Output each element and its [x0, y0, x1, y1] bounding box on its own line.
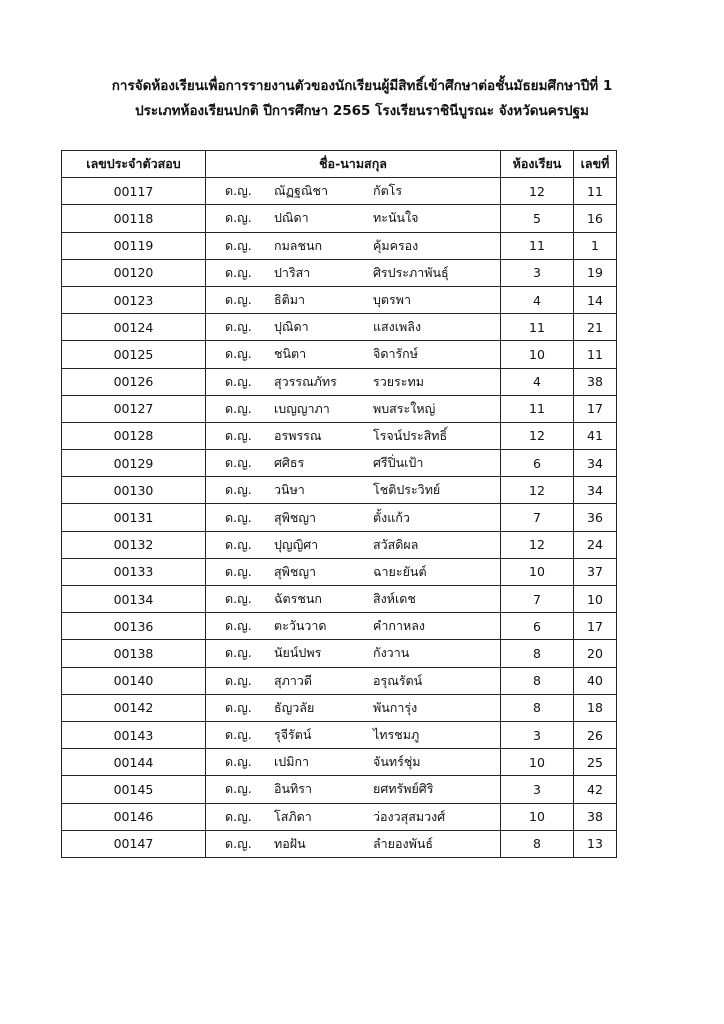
room-cell: 10 [501, 749, 574, 776]
exam-id-cell: 00133 [62, 558, 206, 585]
exam-id-cell: 00136 [62, 613, 206, 640]
name-prefix: ด.ญ. [225, 754, 252, 770]
name-prefix: ด.ญ. [225, 618, 252, 634]
table-row [62, 694, 617, 721]
exam-id-cell: 00120 [62, 259, 206, 286]
first-name: ปุญญิศา [274, 536, 319, 552]
table-row [62, 558, 617, 585]
full-name-cell [206, 776, 501, 803]
exam-id-cell: 00118 [62, 205, 206, 232]
full-name-cell [206, 422, 501, 449]
table-row [62, 776, 617, 803]
last-name: จิดารักษ์ [373, 346, 418, 362]
number-cell: 17 [574, 395, 617, 422]
first-name: เบญญาภา [274, 400, 330, 416]
exam-id-cell: 00142 [62, 694, 206, 721]
number-cell: 25 [574, 749, 617, 776]
last-name: ฉายะยันต์ [373, 563, 427, 579]
full-name-cell [206, 368, 501, 395]
table-row [62, 830, 617, 857]
exam-id-cell: 00138 [62, 640, 206, 667]
name-prefix: ด.ญ. [225, 373, 252, 389]
room-cell: 10 [501, 558, 574, 585]
first-name: ตะวันวาด [274, 618, 327, 634]
name-prefix: ด.ญ. [225, 183, 252, 199]
first-name: ศศิธร [274, 455, 305, 471]
first-name: ปุณิดา [274, 319, 309, 335]
exam-id-cell: 00128 [62, 422, 206, 449]
full-name-cell [206, 749, 501, 776]
last-name: บุตรพา [373, 292, 412, 308]
name-prefix: ด.ญ. [225, 482, 252, 498]
full-name-cell [206, 286, 501, 313]
table-row [62, 259, 617, 286]
table-row [62, 667, 617, 694]
name-prefix: ด.ญ. [225, 264, 252, 280]
full-name-cell [206, 586, 501, 613]
column-header-room: ห้องเรียน [501, 151, 574, 178]
first-name: สุพิชญา [274, 509, 317, 525]
exam-id-cell: 00126 [62, 368, 206, 395]
table-row [62, 721, 617, 748]
first-name: กมลชนก [274, 237, 323, 253]
room-cell: 4 [501, 286, 574, 313]
exam-id-cell: 00129 [62, 450, 206, 477]
name-prefix: ด.ญ. [225, 319, 252, 335]
number-cell: 40 [574, 667, 617, 694]
name-prefix: ด.ญ. [225, 808, 252, 824]
last-name: สวัสดิผล [373, 536, 419, 552]
room-cell: 5 [501, 205, 574, 232]
last-name: กัตโร [373, 183, 403, 199]
exam-id-cell: 00127 [62, 395, 206, 422]
exam-id-cell: 00134 [62, 586, 206, 613]
room-cell: 3 [501, 721, 574, 748]
table-row [62, 450, 617, 477]
last-name: ยศทรัพย์ศิริ [373, 781, 434, 797]
last-name: รวยระทม [373, 373, 424, 389]
number-cell: 38 [574, 368, 617, 395]
full-name-cell [206, 803, 501, 830]
full-name-cell [206, 531, 501, 558]
full-name-cell [206, 395, 501, 422]
table-row [62, 205, 617, 232]
table-row [62, 422, 617, 449]
document-title-line-1: การจัดห้องเรียนเพื่อการรายงานตัวของนักเรียนผู้มีสิทธิ์เข้าศึกษาต่อชั้นมัธยมศึกษาปีที่ 1 [111, 78, 613, 94]
last-name: สิงห์เดช [373, 591, 416, 607]
first-name: ณัฏฐณิชา [274, 183, 328, 199]
name-prefix: ด.ญ. [225, 645, 252, 661]
full-name-cell [206, 613, 501, 640]
name-prefix: ด.ญ. [225, 455, 252, 471]
number-cell: 19 [574, 259, 617, 286]
name-prefix: ด.ญ. [225, 672, 252, 688]
number-cell: 26 [574, 721, 617, 748]
last-name: คำกาหลง [373, 618, 425, 634]
table-row [62, 178, 617, 205]
student-room-table [61, 150, 617, 858]
room-cell: 6 [501, 450, 574, 477]
full-name-cell [206, 205, 501, 232]
first-name: ธัญวลัย [274, 699, 315, 715]
table-row [62, 286, 617, 313]
last-name: ลำยองพันธ์ [373, 835, 434, 851]
exam-id-cell: 00144 [62, 749, 206, 776]
first-name: สุวรรณภัทร [274, 373, 337, 389]
name-prefix: ด.ญ. [225, 237, 252, 253]
full-name-cell [206, 721, 501, 748]
name-prefix: ด.ญ. [225, 563, 252, 579]
number-cell: 41 [574, 422, 617, 449]
room-cell: 11 [501, 232, 574, 259]
exam-id-cell: 00125 [62, 341, 206, 368]
number-cell: 16 [574, 205, 617, 232]
number-cell: 13 [574, 830, 617, 857]
first-name: ธิติมา [274, 292, 306, 308]
first-name: นัยน์ปพร [274, 645, 322, 661]
room-cell: 10 [501, 341, 574, 368]
name-prefix: ด.ญ. [225, 781, 252, 797]
first-name: วนิษา [274, 482, 305, 498]
number-cell: 34 [574, 450, 617, 477]
column-header-number: เลขที่ [574, 151, 617, 178]
full-name-cell [206, 450, 501, 477]
exam-id-cell: 00143 [62, 721, 206, 748]
last-name: พันการุ่ง [373, 699, 418, 715]
table-row [62, 477, 617, 504]
room-cell: 6 [501, 613, 574, 640]
table-row [62, 531, 617, 558]
name-prefix: ด.ญ. [225, 727, 252, 743]
full-name-cell [206, 694, 501, 721]
table-row [62, 314, 617, 341]
number-cell: 20 [574, 640, 617, 667]
table-row [62, 232, 617, 259]
table-row [62, 586, 617, 613]
first-name: สุพิชญา [274, 563, 317, 579]
number-cell: 37 [574, 558, 617, 585]
column-header-full-name: ชื่อ-นามสกุล [206, 151, 501, 178]
number-cell: 11 [574, 178, 617, 205]
name-prefix: ด.ญ. [225, 210, 252, 226]
exam-id-cell: 00145 [62, 776, 206, 803]
first-name: อรพรรณ [274, 427, 322, 443]
first-name: รุจีรัตน์ [274, 727, 312, 743]
table-body [62, 178, 617, 858]
number-cell: 21 [574, 314, 617, 341]
number-cell: 17 [574, 613, 617, 640]
room-cell: 3 [501, 259, 574, 286]
first-name: ชนิตา [274, 346, 307, 362]
name-prefix: ด.ญ. [225, 835, 252, 851]
full-name-cell [206, 640, 501, 667]
last-name: ศรีปิ่นเป้า [373, 455, 424, 471]
number-cell: 11 [574, 341, 617, 368]
first-name: ปาริสา [274, 264, 311, 280]
first-name: อินทิรา [274, 781, 313, 797]
full-name-cell [206, 232, 501, 259]
full-name-cell [206, 178, 501, 205]
last-name: ศิรประภาพันธุ์ [373, 264, 449, 280]
room-cell: 8 [501, 694, 574, 721]
name-prefix: ด.ญ. [225, 427, 252, 443]
first-name: ปณิดา [274, 210, 309, 226]
full-name-cell [206, 314, 501, 341]
table-row [62, 749, 617, 776]
last-name: โชติประวิทย์ [373, 482, 441, 498]
room-cell: 8 [501, 830, 574, 857]
name-prefix: ด.ญ. [225, 292, 252, 308]
room-cell: 7 [501, 504, 574, 531]
room-cell: 3 [501, 776, 574, 803]
last-name: พบสระใหญ่ [373, 400, 436, 416]
last-name: โรจน์ประสิทธิ์ [373, 427, 448, 443]
table-row [62, 341, 617, 368]
exam-id-cell: 00132 [62, 531, 206, 558]
table-row [62, 368, 617, 395]
room-cell: 4 [501, 368, 574, 395]
full-name-cell [206, 667, 501, 694]
full-name-cell [206, 504, 501, 531]
last-name: ไทรชมภู [373, 727, 420, 743]
exam-id-cell: 00140 [62, 667, 206, 694]
full-name-cell [206, 830, 501, 857]
last-name: แสงเพลิง [373, 319, 422, 335]
room-cell: 11 [501, 395, 574, 422]
room-cell: 12 [501, 531, 574, 558]
table-header-row [62, 151, 617, 178]
exam-id-cell: 00130 [62, 477, 206, 504]
column-header-exam-id: เลขประจำตัวสอบ [62, 151, 206, 178]
full-name-cell [206, 259, 501, 286]
room-cell: 12 [501, 422, 574, 449]
room-cell: 12 [501, 178, 574, 205]
last-name: จันทร์ชุ่ม [373, 754, 421, 770]
first-name: ฉัตรชนก [274, 591, 322, 607]
last-name: คุ้มครอง [373, 237, 419, 253]
table-row [62, 640, 617, 667]
table-row [62, 803, 617, 830]
exam-id-cell: 00117 [62, 178, 206, 205]
name-prefix: ด.ญ. [225, 536, 252, 552]
room-cell: 7 [501, 586, 574, 613]
last-name: ว่องวสุสมวงศ์ [373, 808, 446, 824]
name-prefix: ด.ญ. [225, 699, 252, 715]
name-prefix: ด.ญ. [225, 400, 252, 416]
exam-id-cell: 00146 [62, 803, 206, 830]
exam-id-cell: 00147 [62, 830, 206, 857]
exam-id-cell: 00119 [62, 232, 206, 259]
number-cell: 38 [574, 803, 617, 830]
name-prefix: ด.ญ. [225, 509, 252, 525]
full-name-cell [206, 558, 501, 585]
room-cell: 11 [501, 314, 574, 341]
first-name: เปมิกา [274, 754, 310, 770]
first-name: สุภาวดี [274, 672, 313, 688]
room-cell: 10 [501, 803, 574, 830]
table-row [62, 395, 617, 422]
first-name: โสภิดา [274, 808, 312, 824]
room-cell: 12 [501, 477, 574, 504]
table-row [62, 504, 617, 531]
number-cell: 18 [574, 694, 617, 721]
exam-id-cell: 00123 [62, 286, 206, 313]
number-cell: 36 [574, 504, 617, 531]
room-cell: 8 [501, 667, 574, 694]
number-cell: 24 [574, 531, 617, 558]
last-name: ทะนันใจ [373, 210, 419, 226]
last-name: กังวาน [373, 645, 410, 661]
last-name: อรุณรัตน์ [373, 672, 423, 688]
document-title-line-2: ประเภทห้องเรียนปกติ ปีการศึกษา 2565 โรงเรียนราชินีบูรณะ จังหวัดนครปฐม [135, 103, 589, 119]
name-prefix: ด.ญ. [225, 591, 252, 607]
last-name: ตั้งแก้ว [373, 509, 410, 525]
exam-id-cell: 00131 [62, 504, 206, 531]
room-cell: 8 [501, 640, 574, 667]
first-name: ทอฝัน [274, 835, 306, 851]
number-cell: 10 [574, 586, 617, 613]
number-cell: 42 [574, 776, 617, 803]
exam-id-cell: 00124 [62, 314, 206, 341]
table-row [62, 613, 617, 640]
name-prefix: ด.ญ. [225, 346, 252, 362]
number-cell: 1 [574, 232, 617, 259]
number-cell: 34 [574, 477, 617, 504]
full-name-cell [206, 477, 501, 504]
full-name-cell [206, 341, 501, 368]
number-cell: 14 [574, 286, 617, 313]
